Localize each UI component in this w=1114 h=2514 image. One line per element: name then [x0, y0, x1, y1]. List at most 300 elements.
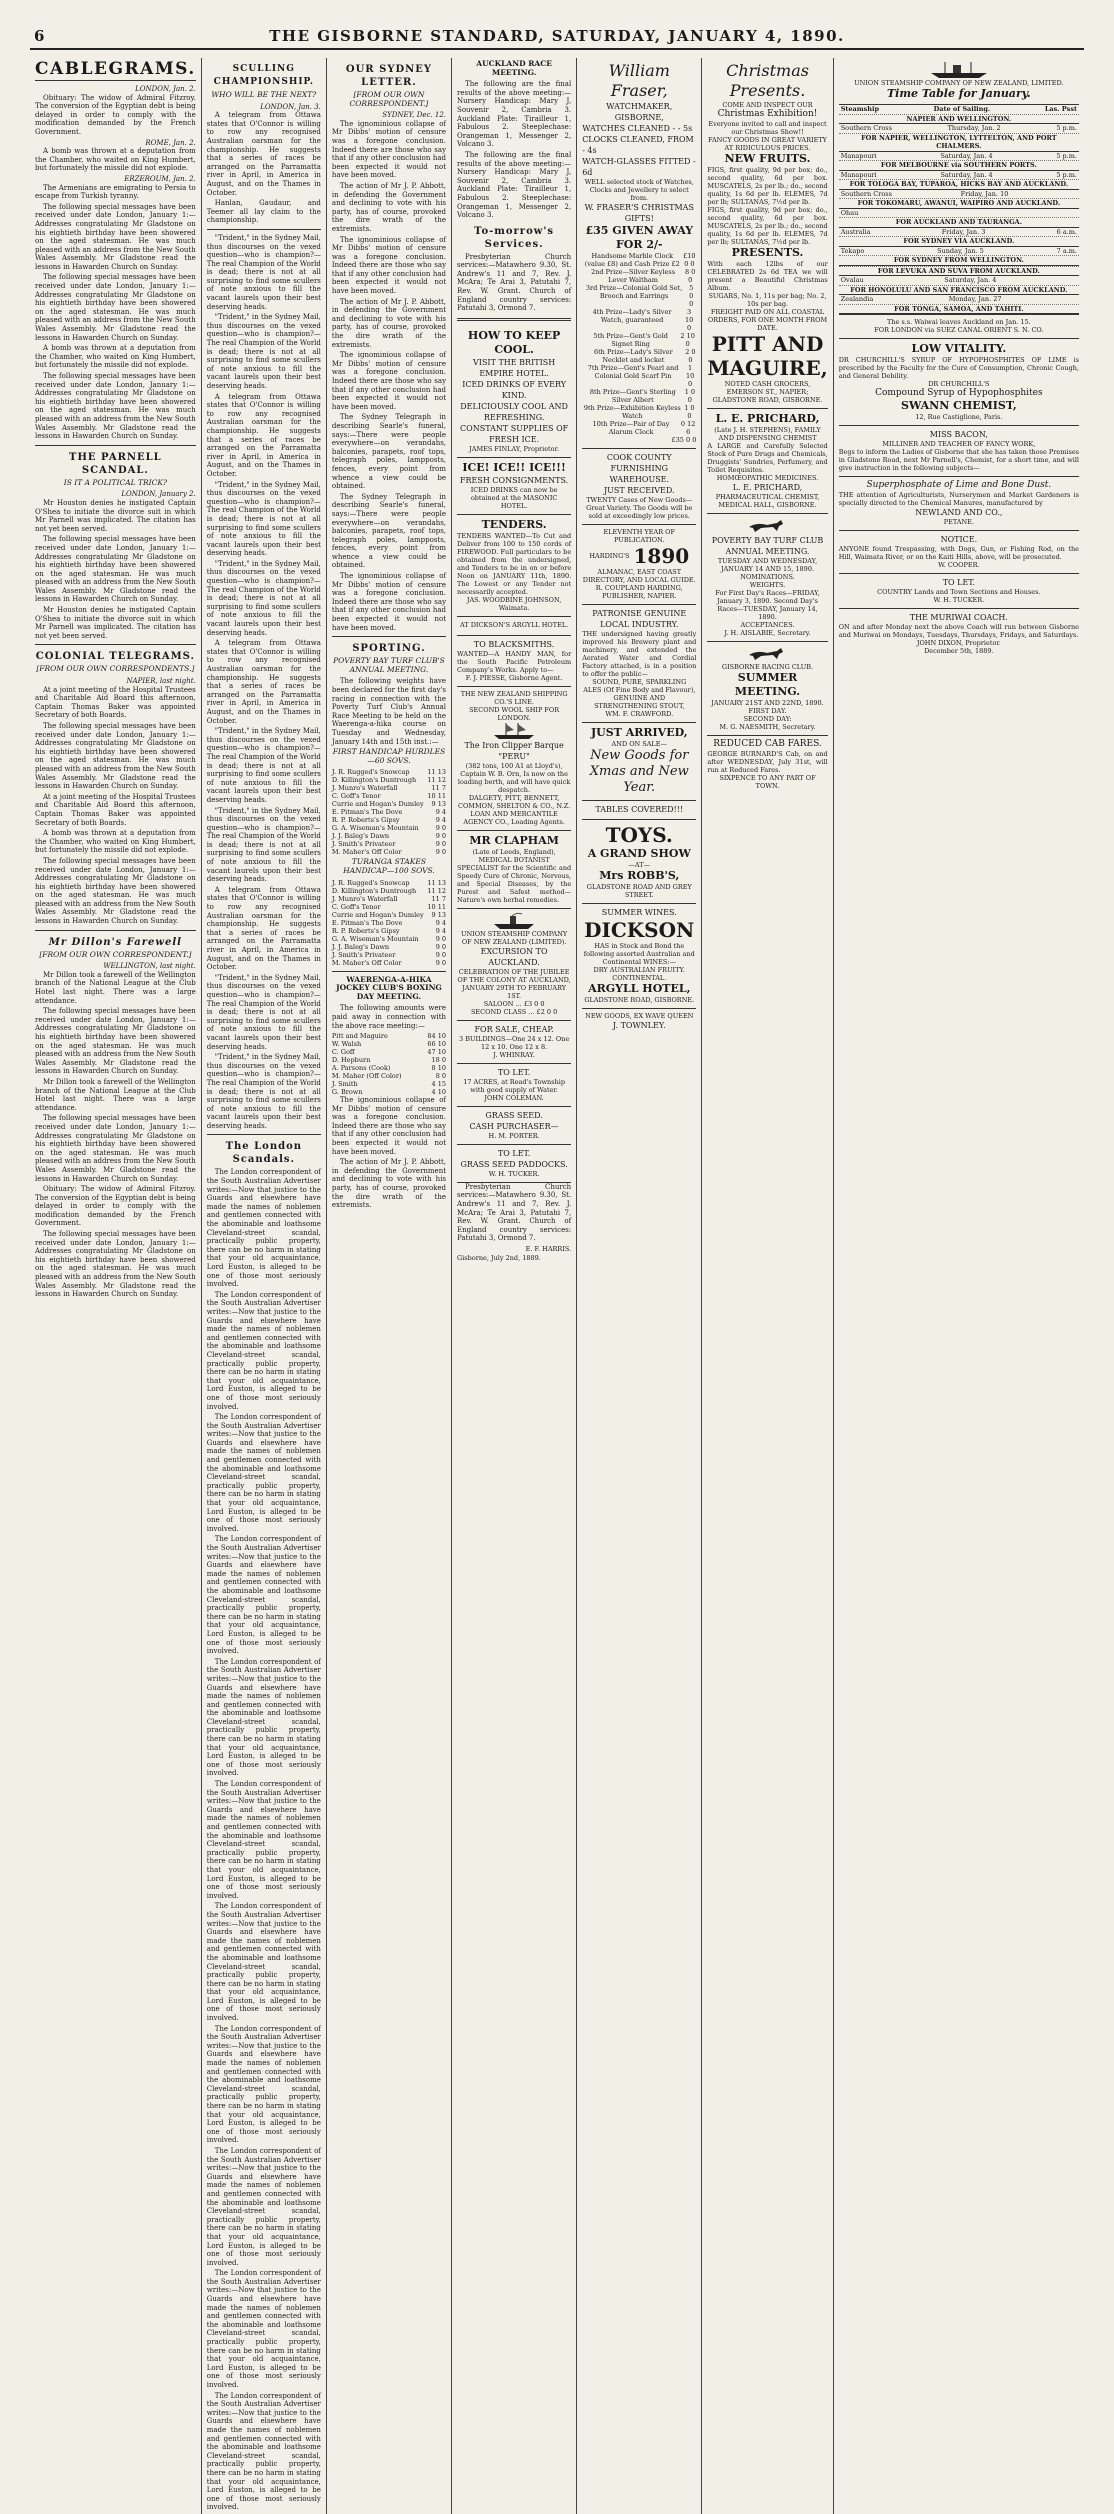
- fraser-ad: [582, 58, 696, 449]
- article-text: The London correspondent of the South Australian Advertiser writes:—Now that justice to the Guards and elsewhere have made the names of noblemen and gentlemen connected with the abominable and loathsome Cleveland-street scandal, practically public property, there can be no harm in stating that your old acquaintance, Lord Euston, is alleged to be one of those most seriously involved.: [206, 1535, 321, 1656]
- ad-text: NOTED CASH GROCERS, EMERSON ST., NAPIER; GLADSTONE ROAD, GISBORNE.: [712, 380, 823, 404]
- ad-signature: R. COUPLAND HARDING, PUBLISHER, NAPIER.: [595, 584, 683, 600]
- ad-text: For First Day's Races—FRIDAY, January 3, 1890. Second Day's Races—TUESDAY, January 14, 1890.: [715, 589, 820, 621]
- ad-text: GEORGE BURNARD'S Cab, on and after WEDNESDAY, July 31st, will run at Reduced Fares.: [707, 750, 828, 774]
- handicap-heading: TURANGA STAKES HANDICAP—100 SOVS.: [343, 857, 435, 875]
- horse-row-value: 11 12: [427, 776, 447, 785]
- prize-row-value: 2 10 0: [680, 332, 695, 348]
- horse-row-value: 9 13: [431, 800, 447, 809]
- horse-row-value: 11 7: [431, 894, 447, 903]
- ad-heading: PRESENTS.: [731, 246, 804, 259]
- wave-queen-ad: [582, 1009, 696, 1035]
- article-text: The London correspondent of the South Australian Advertiser writes:—Now that justice to the Guards and elsewhere have made the names of noblemen and gentlemen connected with the abominable and loathsome Cleveland-street scandal, practically public property, there can be no harm in stating that your old acquaintance, Lord Euston, is alleged to be one of those most seriously involved.: [206, 2269, 321, 2389]
- ad-line: JUST RECEIVED.: [603, 486, 675, 495]
- article-text: A telegram from Ottawa states that O'Connor is willing to row any recognised Australian oarsman for the championship. He suggests that a series of races be arranged on the Parramatta river in April, in America in August, and on the Thames in October.: [206, 392, 321, 478]
- union-timetable-ad: [839, 58, 1079, 339]
- article-text: The London correspondent of the South Australian Advertiser writes:—Now that justice to the Guards and elsewhere have made the names of noblemen and gentlemen connected with the abominable and loathsome Cleveland-street scandal, practically public property, there can be no harm in stating that your old acquaintance, Lord Euston, is alleged to be one of those most seriously involved.: [206, 2024, 321, 2145]
- ad-line: 12, Rue Castiglione, Paris.: [915, 413, 1003, 421]
- ad-line: SECOND DAY:: [743, 715, 792, 723]
- article-text: The ignominious collapse of Mr Dibbs' motion of censure was a foregone conclusion. Indeed there are those who say that if any other conclusion had been expected it would not have been moved.: [331, 235, 447, 296]
- horse-row: [332, 935, 446, 943]
- colonial-subheading: [FROM OUR OWN CORRESPONDENTS.]: [36, 664, 195, 674]
- ad-line: HOMŒOPATHIC MEDICINES.: [716, 474, 819, 482]
- payout-row: [332, 1040, 446, 1048]
- article-text: The action of Mr J. P. Abbott, in defending the Government and declining to vote with his party, has of course, provoked the dire wrath of the extremists.: [331, 181, 447, 233]
- chemist-ad: [707, 409, 827, 514]
- timetable-routes: [839, 115, 1079, 315]
- article-text: The following are the final results of the above meeting:—Nursery Handicap: Mary J, Souvenir 2, Cambria 3. Auckland Plate: Tirailleur 1, Fabulous 2. Steeplechase: Orangeman 1, Messenger 2, Volcano 3.: [457, 150, 572, 220]
- ad-text: FREIGHT PAID ON ALL COASTAL ORDERS, FOR ONE MONTH FROM DATE.: [707, 308, 828, 332]
- article-text: The ignominious collapse of Mr Dibbs' motion of censure was a foregone conclusion. Indeed there are those who say that if any other conclusion had been expected it would not have been moved.: [331, 351, 447, 411]
- ice-ad: [457, 458, 571, 515]
- horse-row: [332, 927, 446, 935]
- column-6: [702, 58, 833, 2514]
- racing-club-ad: [707, 642, 827, 736]
- horse-row-value: 9 0: [435, 824, 447, 833]
- article-text: Mr Dillon took a farewell of the Wellington branch of the National League at the Club Hotel last night. There was a large attendance.: [35, 1077, 196, 1112]
- ad-line: —AT—: [628, 861, 651, 869]
- payout-row-name: Pitt and Maguire: [331, 1032, 388, 1041]
- horse-row-value: 9 0: [435, 942, 447, 951]
- auckland-heading: AUCKLAND RACE MEETING.: [476, 59, 552, 77]
- sydney-subheading: [FROM OUR OWN CORRESPONDENT.]: [349, 90, 429, 108]
- ad-line: WATCHMAKER, GISBORNE,: [606, 102, 673, 122]
- payout-row-value: 8 10: [431, 1064, 447, 1073]
- payout-row-value: 4 10: [431, 1088, 447, 1097]
- horse-row-value: 9 13: [431, 910, 447, 919]
- ad-heading: COOK COUNTY FURNISHING WAREHOUSE.: [606, 453, 672, 484]
- article-text: The following special messages have been received under date London, January 1:— Addresses congratulating Mr Gladstone on his eightieth birthday have been showered on the aged statesman. He was much pleased with an address from the New South Wales Assembly. Mr Gladstone read the lessons in Hawarden Church on Sunday.: [35, 535, 196, 604]
- ad-text: ANYONE found Trespassing, with Dogs, Gun, or Fishing Rod, on the Hill, Waimata River, or on the Kaiti Hills, above, will be prosecuted.: [838, 545, 1079, 561]
- article-text: The Sydney Telegraph in describing Searle's funeral, says:—There were people everywhere—on verandahs, balconies, parapets, roof tops, telegraph poles, lampposts, fences, every point from whence a view could be obtained.: [331, 413, 447, 491]
- ad-text: THE attention of Agriculturists, Nurserymen and Market Gardeners is specially directed to the Chemical Manures, manufactured by: [838, 491, 1079, 507]
- timetable-row: [839, 124, 1079, 134]
- ad-signature: DALGETY, PITT, BENNETT, COMMON, SHELTON & CO., N.Z. LOAN AND MERCANTILE AGENCY CO., Loading Agents.: [458, 793, 571, 826]
- horse-row-name: G. A. Wiseman's Mountain: [331, 934, 419, 943]
- fare-line: SECOND CLASS ... £2 0 0: [470, 1007, 558, 1016]
- tt-ship: Ohau: [840, 208, 859, 217]
- article-text: "Trident," in the Sydney Mail, thus discourses on the vexed question—who is champion?—The real Champion of the World is dead; there is not at all surprising to find some scullers of note anxious to fill the vacant laurels upon their best deserving heads.: [206, 313, 321, 390]
- sporting-heading: SPORTING.: [352, 643, 426, 655]
- horse-row-name: M. Maher's Off Color: [331, 848, 402, 857]
- ad-line: CASH PURCHASER—: [469, 1121, 559, 1131]
- prize-row-name: 6th Prize—Lady's Silver Necklet and locket: [593, 348, 673, 364]
- price-line: WATCH-GLASSES FITTED - 6d: [582, 157, 696, 177]
- parnell-heading: THE PARNELL SCANDAL.: [69, 451, 162, 476]
- ad-heading: FOR SALE, CHEAP.: [474, 1024, 554, 1034]
- tt-col-post: Las. Psst: [1044, 105, 1077, 113]
- article-text: The ignominious collapse of Mr Dibbs' motion of censure was a foregone conclusion. Indeed there are those who say that if any other conclusion had been expected it would not have been moved.: [331, 119, 447, 180]
- ad-signature: WM. F. CRAWFORD.: [605, 710, 674, 718]
- prize-row-name: 3rd Prize—Colonial Gold Set, Brooch and Earrings: [585, 284, 683, 300]
- route-heading: FOR AUCKLAND AND TAURANGA.: [839, 218, 1079, 228]
- ad-text: THE undersigned having greatly improved his Brewery plant and machinery, and extended the Aerated Water and Cordial Factory attached, is in a position to offer the public—: [582, 630, 697, 678]
- ad-line: GLADSTONE ROAD, GISBORNE.: [584, 996, 695, 1004]
- ad-heading: William Fraser,: [608, 61, 670, 100]
- ad-signature: JOHN COLEMAN.: [484, 1093, 544, 1102]
- ad-line: DRY AUSTRALIAN FRUITY.: [593, 966, 685, 974]
- article-text: The following special messages have been received under date London, January 1:— Addresses congratulating Mr Gladstone on his eightieth birthday have been showered on the aged statesman. He was much pleased with an address from the New South Wales Assembly. Mr Gladstone read the lessons in Hawarden Church on Sunday.: [35, 722, 196, 791]
- clapham-ad: [457, 831, 571, 909]
- prize-row: [582, 348, 696, 364]
- horse-row-value: 11 13: [427, 878, 447, 887]
- dateline: NAPIER, last night.: [126, 677, 196, 686]
- tt-ship: Australia: [840, 227, 871, 236]
- article-text: The London correspondent of the South Australian Advertiser writes:—Now that justice to the Guards and elsewhere have made the names of noblemen and gentlemen connected with the abominable and loathsome Cleveland-street scandal, practically public property, there can be no harm in stating that your old acquaintance, Lord Euston, is alleged to be one of those most seriously involved.: [206, 1413, 321, 1533]
- ad-line: ELEVENTH YEAR OF PUBLICATION.: [603, 528, 676, 544]
- ad-heading: TENDERS.: [481, 517, 547, 531]
- grass-seed-ad: [457, 1107, 571, 1145]
- article-text: The London correspondent of the South Australian Advertiser writes:—Now that justice to the Guards and elsewhere have made the names of noblemen and gentlemen connected with the abominable and loathsome Cleveland-street scandal, practically public property, there can be no harm in stating that your old acquaintance, Lord Euston, is alleged to be one of those most seriously involved.: [206, 2146, 321, 2267]
- horse-row-name: J. J. Baleg's Dawn: [331, 832, 390, 841]
- horse-row: [332, 800, 446, 808]
- timetable-row: [839, 276, 1079, 286]
- page-number: 6: [34, 27, 45, 45]
- ad-heading: L. E. PRICHARD,: [715, 412, 820, 425]
- ad-line: SIXPENCE TO ANY PART OF TOWN.: [719, 774, 816, 790]
- newspaper-title: THE GISBORNE STANDARD, SATURDAY, JANUARY 4, 1890.: [269, 27, 845, 45]
- tt-date: Monday, Jan. 27: [948, 295, 1002, 303]
- horse-row-name: E. Pitman's The Dove: [331, 918, 403, 927]
- article-text: At a joint meeting of the Hospital Trustees and Charitable Aid Board this afternoon, Captain Thomas Baker was appointed Secretary of both Boards.: [35, 685, 196, 720]
- article-text: "Trident," in the Sydney Mail, thus discourses on the vexed question—who is champion?—The real Champion of the World is dead; there is not at all surprising to find some scullers of note anxious to fill the vacant laurels upon their best deserving heads.: [206, 1053, 321, 1130]
- ad-line: FIRST DAY.: [748, 707, 787, 715]
- paddocks-ad: [457, 1145, 571, 1183]
- union-excursion-ad: [457, 909, 571, 1021]
- dateline: LONDON, Jan. 2.: [135, 85, 196, 93]
- column-7: [834, 58, 1084, 2514]
- tt-time: 5 p.m.: [1056, 151, 1077, 160]
- tt-ship: Southern Cross: [840, 124, 892, 132]
- horse-row: [332, 919, 446, 927]
- ad-line: L. E. PRICHARD,: [732, 483, 803, 492]
- prize-row-name: 5th Prize—Gent's Gold Signet Ring: [593, 332, 668, 348]
- prize-row-name: 8th Prize—Gent's Sterling Silver Albert: [589, 388, 676, 404]
- ad-heading: LOW VITALITY.: [911, 342, 1007, 355]
- milliner-ad: [839, 426, 1079, 477]
- horse-row: [332, 943, 446, 951]
- horse-row-value: 10 11: [427, 792, 447, 801]
- notice-ad: [839, 531, 1079, 574]
- ad-signature: E. F. HARRIS.: [525, 1245, 572, 1253]
- horse-row-value: 9 0: [435, 840, 447, 849]
- prize-row: [582, 252, 696, 268]
- horse-row-name: J. Smith's Privateer: [331, 840, 396, 849]
- article-text: The London correspondent of the South Australian Advertiser writes:—Now that justice to the Guards and elsewhere have made the names of noblemen and gentlemen connected with the abominable and loathsome Cleveland-street scandal, practically public property, there can be no harm in stating that your old acquaintance, Lord Euston, is alleged to be one of those most seriously involved.: [206, 1168, 321, 1289]
- dateline: WELLINGTON, last night.: [103, 962, 196, 971]
- ad-line: FRESH CONSIGNMENTS.: [459, 475, 569, 485]
- ad-line: (Late J. H. STEPHENS), FAMILY AND DISPENSING CHEMIST: [714, 426, 821, 442]
- prize-row-name: 10th Prize—Pair of Day Alarum Clock: [592, 420, 670, 436]
- ad-text: The s.s. Waiwai leaves Auckland on Jan. 15.: [886, 318, 1031, 326]
- ad-line: A GRAND SHOW: [587, 847, 691, 860]
- to-let-ad: [839, 574, 1079, 609]
- article-text: The London correspondent of the South Australian Advertiser writes:—Now that justice to the Guards and elsewhere have made the names of noblemen and gentlemen connected with the abominable and loathsome Cleveland-street scandal, practically public property, there can be no harm in stating that your old acquaintance, Lord Euston, is alleged to be one of those most seriously involved.: [206, 1657, 321, 1778]
- parnell-subheading: IS IT A POLITICAL TRICK?: [63, 477, 167, 487]
- horse-row-name: Currie and Hogan's Dumley: [331, 910, 424, 919]
- route-heading: FOR SYDNEY FROM WELLINGTON.: [839, 256, 1079, 266]
- payout-row: [332, 1072, 446, 1080]
- ad-heading: TOYS.: [605, 823, 673, 847]
- article-text: The following special messages have been received under date London, January 1:— Addresses congratulating Mr Gladstone on his eightieth birthday have been showered on the aged statesman. He was much pleased with an address from the New South Wales Assembly. Mr Gladstone read the lessons in Hawarden Church on Sunday.: [35, 202, 196, 271]
- payout-row-name: D. Hepburn: [331, 1056, 371, 1065]
- dateline: ERZEROUM, Jan. 2.: [124, 174, 196, 183]
- route-heading: FOR HONOLULU AND SAN FRANCISCO FROM AUCKLAND.: [839, 286, 1079, 296]
- route-heading: FOR TONGA, SAMOA, AND TAHITI.: [839, 305, 1079, 315]
- horse-row-value: 9 4: [435, 918, 447, 927]
- article-text: The Armenians are emigrating to Persia to escape from Turkish tyranny.: [35, 183, 196, 201]
- ad-signature: JAS. WOODBINE JOHNSON, Waimata.: [466, 595, 562, 612]
- payout-row-name: M. Maher (Off Color): [331, 1072, 402, 1081]
- prize-row-name: 4th Prize—Lady's Silver Watch, guaranteed: [592, 308, 672, 324]
- horse-row: [332, 903, 446, 911]
- route-heading: FOR NAPIER, WELLINGTON, LYTTELTON, AND PORT CHALMERS.: [839, 134, 1079, 152]
- horse-row-name: J. R. Rugged's Snowcap: [331, 768, 410, 777]
- article-text: A telegram from Ottawa states that O'Connor is willing to row any recognised Australian oarsman for the championship. He suggests that a series of races be arranged on the Parramatta river in April, in America in August, and on the Thames in October.: [206, 111, 321, 197]
- column-3: [327, 58, 452, 2514]
- article-text: Presbyterian Church services:—Matawhero 9.30, St. Andrew's 11 and 7, Rev. J. McAra; Te Arai 3, Patutahi 7, Rev. W. Grant. Church of England country services: Patutahi 3, Ormond 7.: [457, 1182, 572, 1243]
- horse-row-name: D. Killington's Duntrough: [331, 886, 417, 895]
- horse-row: [332, 959, 446, 967]
- route-heading: FOR TOLOGA BAY, TUPAROA, HICKS BAY AND AUCKLAND.: [839, 180, 1079, 190]
- ad-heading: UNION STEAMSHIP COMPANY OF NEW ZEALAND, LIMITED.: [854, 79, 1064, 87]
- article-text: "Trident," in the Sydney Mail, thus discourses on the vexed question—who is champion?—The real Champion of the World is dead; there is not at all surprising to find some scullers of note anxious to fill the vacant laurels upon their best deserving heads.: [206, 559, 321, 637]
- horse-row: [332, 784, 446, 792]
- ad-heading: SUMMER WINES.: [601, 908, 677, 917]
- ad-line: DELICIOUSLY COOL AND REFRESHING.: [460, 401, 568, 422]
- prize-list: [582, 252, 696, 436]
- dateline: LONDON, Jan. 3.: [260, 102, 321, 111]
- payouts-list: [332, 1032, 446, 1096]
- horse-row-value: 9 4: [435, 926, 447, 935]
- cablegrams-heading: CABLEGRAMS.: [35, 59, 196, 79]
- handicap-heading: FIRST HANDICAP HURDLES—60 SOVS.: [332, 747, 446, 765]
- ad-line: JANUARY 21ST AND 22ND, 1890.: [711, 699, 824, 707]
- services-heading: To-morrow's Services.: [474, 225, 555, 250]
- cab-fares-ad: [707, 736, 827, 794]
- payout-row-name: A. Parsons (Cook): [331, 1064, 391, 1073]
- tt-time: 7 a.m.: [1056, 246, 1077, 255]
- tt-date: Thursday, Jan. 2: [947, 124, 1001, 132]
- ad-heading: JUST ARRIVED,: [590, 726, 688, 739]
- ad-text: Begs to inform the Ladies of Gisborne that she has taken those Premises in Gladstone Road, next Mr Parnell's, Chemist, for a short time, and will give instruction in the following subjects—: [838, 448, 1079, 472]
- ad-year: 1890: [633, 544, 690, 568]
- article-text: The following special messages have been received under date London, January 1:— Addresses congratulating Mr Gladstone on his eightieth birthday have been showered on the aged statesman. He was much pleased with an address from the New South Wales Assembly. Mr Gladstone read the lessons in Hawarden Church on Sunday.: [35, 273, 196, 342]
- ad-heading: GRASS SEED.: [485, 1110, 543, 1120]
- payout-row-value: 84 10: [427, 1032, 447, 1041]
- horse-row-name: R. P. Roberts's Gipsy: [331, 926, 400, 935]
- article-text: Mr Houston denies he instigated Captain O'Shea to initiate the divorce suit in which Mr Parnell was implicated. The citation has not yet been served.: [35, 606, 196, 640]
- article-text: Obituary: The widow of Admiral Fitzroy. The conversion of the Egyptian debt is being delayed in order to comply with the modification demanded by the French Government.: [35, 1185, 196, 1228]
- article-text: The Sydney Telegraph in describing Searle's funeral, says:—There were people everywhere—on verandahs, balconies, parapets, roof tops, telegraph poles, lampposts, fences, every point from whence a view could be obtained.: [331, 492, 447, 570]
- ad-line: DICKSON: [584, 918, 695, 942]
- timetable-row: [839, 295, 1079, 305]
- article-text: A bomb was thrown at a deputation from the Chamber, who waited on King Humbert, but fortunately the missile did not explode.: [35, 829, 196, 855]
- ad-heading: Christmas Presents.: [726, 61, 809, 100]
- ad-heading: NEW FRUITS.: [724, 152, 811, 165]
- tt-date: Saturday, Jan. 4: [944, 276, 997, 284]
- horse-row-name: D. Killington's Duntrough: [331, 776, 417, 785]
- tt-time: 5 p.m.: [1056, 124, 1077, 132]
- ad-text: FOR LONDON via SUEZ CANAL ORIENT S. N. CO.: [874, 326, 1044, 334]
- horse-row-value: 9 0: [435, 950, 447, 959]
- timetable-header: [839, 105, 1079, 115]
- article-text: A bomb was thrown at a deputation from the Chamber, who waited on King Humbert, but fortunately the missile did not explode.: [35, 147, 196, 173]
- ad-line: AND ON SALE—: [611, 740, 667, 748]
- article-text: "Trident," in the Sydney Mail, thus discourses on the vexed question—who is champion?—The real Champion of the World is dead; there is not at all surprising to find some scullers of note anxious to fill the vacant laurels upon their best deserving heads.: [206, 806, 321, 884]
- ad-text: WELL selected stock of Watches, Clocks and Jewellery to select from.: [584, 178, 694, 202]
- ad-line: DR CHURCHILL'S: [928, 380, 990, 388]
- column-2: [202, 58, 327, 2514]
- prize-row: [582, 420, 696, 436]
- horse-row-value: 9 0: [435, 848, 447, 857]
- dillon-subheading: [FROM OUR OWN CORRESPONDENT.]: [39, 949, 192, 959]
- toys-ad: [582, 820, 696, 904]
- horse-row: [332, 816, 446, 824]
- ad-line: GRASS SEED PADDOCKS.: [460, 1159, 568, 1169]
- ad-signature: W. H. TUCKER.: [933, 596, 985, 604]
- racehorse-icon: [707, 645, 827, 663]
- prize-row-name: 9th Prize—Exhibition Keyless Watch: [583, 404, 681, 420]
- ad-signature: J. TOWNLEY.: [612, 1021, 666, 1030]
- ad-signature: J. WHINRAY.: [493, 1050, 535, 1059]
- article-text: At a joint meeting of the Hospital Trustees and Charitable Aid Board this afternoon, Captain Thomas Baker was appointed Secretary of both Boards.: [35, 792, 196, 827]
- ad-line: Compound Syrup of Hypophosphites: [875, 388, 1043, 398]
- article-text: The following special messages have been received under date London, January 1:— Addresses congratulating Mr Gladstone on his eightieth birthday have been showered on the aged statesman. He was much pleased with an address from the New South Wales Assembly. Mr Gladstone read the lessons in Hawarden Church on Sunday.: [35, 1230, 196, 1299]
- payout-row-name: W. Walsh: [331, 1040, 362, 1049]
- article-text: The following special messages have been received under date London, January 1:— Addresses congratulating Mr Gladstone on his eightieth birthday have been showered on the aged statesman. He was much pleased with an address from the New South Wales Assembly. Mr Gladstone read the lessons in Hawarden Church on Sunday.: [35, 856, 196, 926]
- tenders-ad: [457, 515, 571, 617]
- sydney-heading: OUR SYDNEY LETTER.: [345, 64, 433, 88]
- article-text: The London correspondent of the South Australian Advertiser writes:—Now that justice to the Guards and elsewhere have made the names of noblemen and gentlemen connected with the abominable and loathsome Cleveland-street scandal, practically public property, there can be no harm in stating that your old acquaintance, Lord Euston, is alleged to be one of those most seriously involved.: [206, 2391, 321, 2512]
- horse-row-name: J. J. Baleg's Dawn: [331, 942, 390, 951]
- masthead: [30, 26, 1084, 50]
- payout-row-name: C. Goff: [331, 1048, 355, 1057]
- payout-row: [332, 1064, 446, 1072]
- ad-line: AT DICKSON'S ARGYLL HOTEL.: [459, 620, 569, 629]
- ad-heading: TABLES COVERED!!!: [595, 805, 684, 814]
- prize-row-value: 1 0 0: [684, 404, 695, 420]
- horse-row-name: R. P. Roberts's Gipsy: [331, 816, 400, 825]
- ad-text: 3 BUILDINGS—One 24 x 12. One 12 x 10. One 12 x 8.: [459, 1034, 570, 1051]
- page-columns: [30, 58, 1084, 2512]
- ad-line: SUMMER MEETING.: [734, 671, 801, 698]
- ad-heading: REDUCED CAB FARES.: [713, 739, 822, 749]
- prize-row: [582, 388, 696, 404]
- tt-ship: Manapouri: [840, 170, 877, 179]
- coach-ad: [839, 609, 1079, 659]
- ad-text: ON and after Monday next the above Coach will run between Gisborne and Muriwai on Mondays, Tuesdays, Thursdays, Fridays, and Saturdays.: [838, 623, 1079, 639]
- ad-heading: MISS BACON,: [929, 430, 988, 439]
- ad-text: FANCY GOODS IN GREAT VARIETY AT RIDICULOUS PRICES.: [708, 136, 827, 152]
- dateline: SYDNEY, Dec. 12.: [382, 111, 447, 120]
- article-text: The London correspondent of the South Australian Advertiser writes:—Now that justice to the Guards and elsewhere have made the names of noblemen and gentlemen connected with the abominable and loathsome Cleveland-street scandal, practically public property, there can be no harm in stating that your old acquaintance, Lord Euston, is alleged to be one of those most seriously involved.: [206, 1780, 321, 1900]
- timetable: [839, 104, 1079, 315]
- article-text: The following special messages have been received under date London, January 1:— Addresses congratulating Mr Gladstone on his eightieth birthday have been showered on the aged statesman. He was much pleased with an address from the New South Wales Assembly. Mr Gladstone read the lessons in Hawarden Church on Sunday.: [35, 372, 196, 441]
- ad-text: FIGS, first quality, 9d per box; do., second quality, 6d per box. MUSCATELS, 2s per lb.; do., second quality, 1s 6d per lb. ELEMES, 7d per lb; SULTANAS, 7½d per lb.: [707, 206, 828, 246]
- ad-heading: GISBORNE RACING CLUB.: [721, 663, 814, 671]
- ad-line: New Goods for Xmas and New Year.: [589, 748, 689, 795]
- payout-row-value: 4 15: [431, 1080, 447, 1089]
- prize-row-value: 8 0 0: [684, 268, 696, 284]
- ship-icon: [457, 912, 571, 930]
- horse-row-value: 11 7: [431, 784, 447, 793]
- article-text: Obituary: The widow of Admiral Fitzroy. The conversion of the Egyptian debt is being delayed in order to comply with the modification demanded by the French Government.: [35, 93, 196, 136]
- ad-text: SUGARS, No. 1, 11s per bag; No. 2, 10s per bag.: [708, 292, 827, 308]
- horse-row-name: C. Goff's Tenor: [331, 902, 381, 911]
- ad-line: PHARMACEUTICAL CHEMIST, MEDICAL HALL, GISBORNE.: [715, 493, 820, 509]
- ad-line: NEWLAND AND CO.,: [915, 508, 1003, 517]
- ad-signature: M. G. NAESMITH, Secretary.: [719, 723, 816, 731]
- tt-date: Saturday, Jan. 4: [940, 170, 993, 179]
- article-text: Hanlan, Gaudaur, and Teemer all lay claim to the championship.: [206, 199, 321, 225]
- horse-row: [332, 808, 446, 816]
- horse-row-value: 9 0: [435, 958, 447, 967]
- dillon-heading: Mr Dillon's Farewell: [48, 936, 182, 948]
- horse-row-value: 9 4: [435, 808, 447, 817]
- ad-heading: TO LET.: [497, 1148, 531, 1158]
- tt-col-date: Date of Sailing.: [933, 105, 991, 113]
- timetable-row: [839, 152, 1079, 162]
- ad-line: SWANN CHEMIST,: [901, 399, 1017, 412]
- ad-text: A LARGE and Carefully Selected Stock of Pure Drugs and Chemicals, Druggists' Sundries, Perfumery, and Toilet Requisites.: [707, 442, 828, 474]
- timetable-row: [839, 228, 1079, 238]
- sculling-heading: SCULLING CHAMPIONSHIP.: [213, 64, 314, 87]
- payout-row-value: 47 10: [427, 1048, 447, 1057]
- ad-text: 17 ACRES, at Read's Township with good supply of Water.: [463, 1077, 565, 1094]
- ad-line: VISIT THE BRITISH EMPIRE HOTEL.: [473, 357, 556, 378]
- ad-line: ANNUAL MEETING.: [725, 547, 810, 556]
- ad-signature: JAMES FINLAY, Proprietor.: [469, 444, 560, 453]
- ad-signature: F. J. PIESSE, Gisborne Agent.: [465, 673, 563, 682]
- prize-row: [582, 268, 696, 284]
- horse-row: [332, 895, 446, 903]
- ad-text: HAS in Stock and Bond the following assorted Australian and Continental WINES:—: [583, 942, 695, 966]
- prize-row-value: 1 10 0: [685, 364, 695, 388]
- tt-time: 6 a.m.: [1056, 227, 1077, 236]
- prize-row-value: 5 0 0: [689, 284, 694, 308]
- route-heading: FOR LEVUKA AND SUVA FROM AUCKLAND.: [839, 267, 1079, 277]
- horse-row-value: 9 4: [435, 816, 447, 825]
- prize-total: £35 0 0: [671, 436, 697, 444]
- horse-row-value: 11 13: [427, 768, 447, 777]
- ad-text: WANTED—A HANDY MAN, for the South Pacific Petroleum Company's Works. Apply to—: [457, 649, 572, 674]
- ad-line: £35 GIVEN AWAY FOR 2/-: [585, 224, 694, 251]
- tt-ship: Manapouri: [840, 151, 877, 160]
- article-text: The ignominious collapse of Mr Dibbs' motion of censure was a foregone conclusion. Indeed there are those who say that if any other conclusion had been expected it would not have been moved.: [331, 1096, 447, 1156]
- ad-heading: Time Table for January.: [887, 87, 1031, 100]
- article-text: The following are the final results of the above meeting:—Nursery Handicap: Mary J, Souvenir 2, Cambria 3. Auckland Plate: Tirailleur 1, Fabulous 2. Steeplechase: Orangeman 1, Messenger 2, Volcano 3.: [457, 80, 572, 149]
- ad-heading: ICE! ICE!! ICE!!!: [462, 460, 566, 474]
- horse-row: [332, 951, 446, 959]
- payout-row-name: J. Smith: [331, 1080, 358, 1089]
- ad-text: CELEBRATION OF THE JUBILEE OF THE COLONY AT AUCKLAND, JANUARY 29TH TO FEBRUARY 1ST.: [457, 967, 571, 1000]
- article-text: The action of Mr J. P. Abbott, in defending the Government and declining to vote with his party, has of course, provoked the dire wrath of the extremists.: [331, 297, 447, 349]
- prize-row-name: 7th Prize—Gent's Pearl and Colonial Gold Scarf Pin: [587, 364, 679, 380]
- prize-row: [582, 364, 696, 388]
- ad-heading: TO LET.: [942, 578, 975, 587]
- ad-text: FIGS, first quality, 9d per box; do., second quality, 6d per box. MUSCATELS, 2s per lb.; do., second quality, 1s 6d per lb. ELEMES, 7d per lb; SULTANAS, 7½d per lb.: [707, 166, 828, 206]
- keep-cool-ad: [457, 326, 571, 458]
- colonial-heading: COLONIAL TELEGRAMS.: [35, 651, 195, 663]
- ad-signature: W. COOPER.: [938, 561, 980, 569]
- ad-heading: NEW GOODS, EX WAVE QUEEN: [585, 1012, 694, 1020]
- horse-row-value: 10 11: [427, 902, 447, 911]
- payout-row: [332, 1048, 446, 1056]
- prize-row: [582, 332, 696, 348]
- horse-weights-list: [332, 879, 446, 967]
- xmas-goods-ad: [582, 723, 696, 801]
